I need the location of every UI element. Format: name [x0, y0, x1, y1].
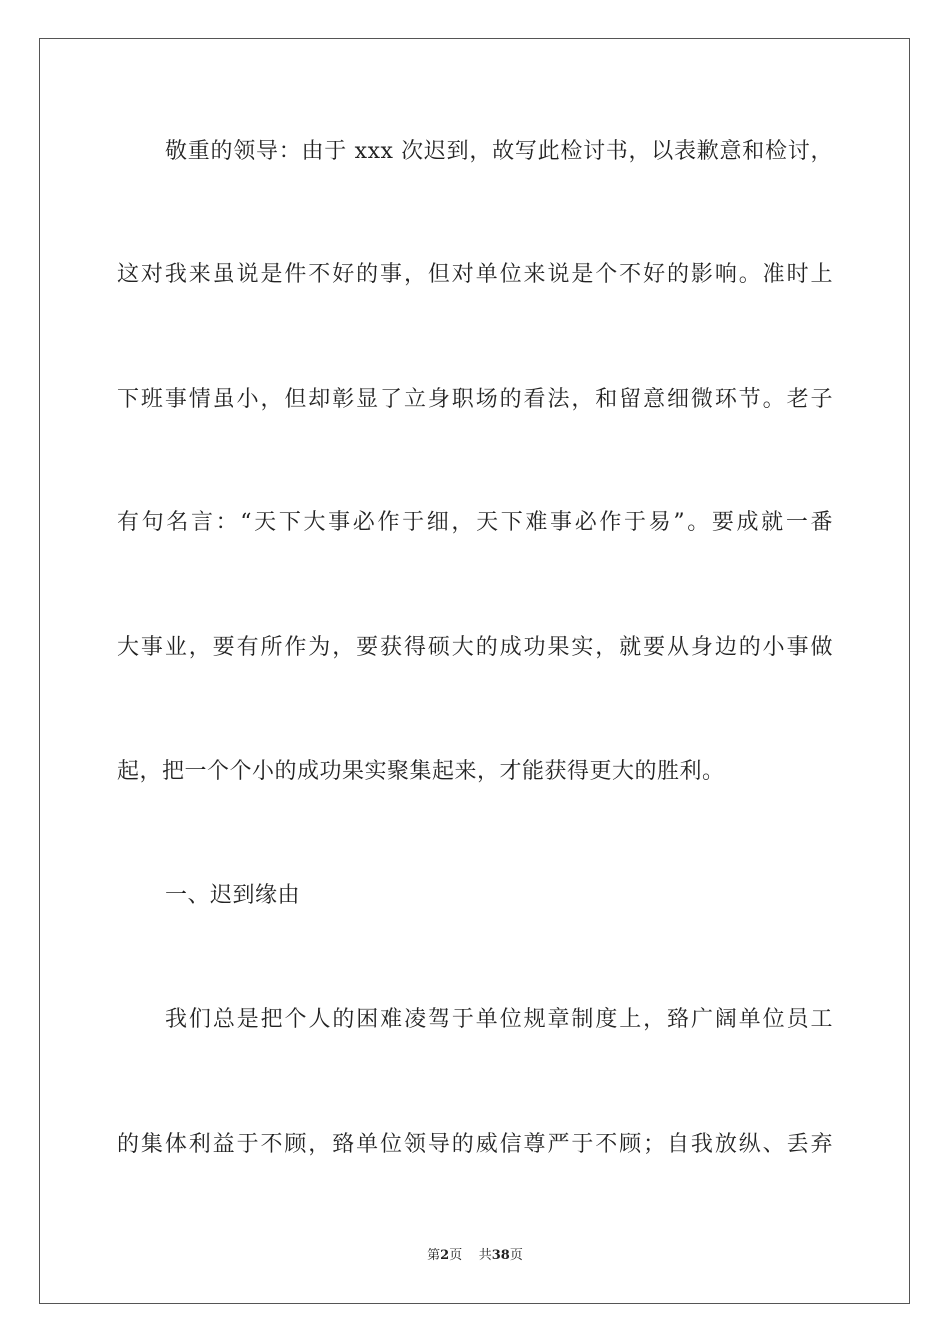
footer-page-number: 2 — [440, 1248, 450, 1263]
paragraph-line-5: 大事业，要有所作为，要获得硕大的成功果实，就要从身边的小事做 — [117, 635, 833, 660]
page-footer — [0, 1247, 950, 1265]
paragraph-line-4: 有句名言：“天下大事必作于细，天下难事必作于易”。要成就一番 — [117, 510, 833, 535]
section-heading: 一、迟到缘由 — [165, 883, 301, 908]
footer-page-suffix: 页 — [449, 1248, 463, 1263]
footer-page-prefix: 第 — [427, 1248, 441, 1263]
footer-total-suffix: 页 — [509, 1248, 523, 1263]
paragraph-line-1: 敬重的领导：由于 xxx 次迟到，故写此检讨书，以表歉意和检讨， — [165, 139, 833, 164]
paragraph-line-2: 这对我来虽说是件不好的事，但对单位来说是个不好的影响。准时上 — [117, 262, 833, 287]
paragraph-line-7: 我们总是把个人的困难凌驾于单位规章制度上，臵广阔单位员工 — [165, 1007, 833, 1032]
footer-total-pages: 38 — [491, 1248, 510, 1263]
paragraph-line-8: 的集体利益于不顾，臵单位领导的威信尊严于不顾；自我放纵、丢弃 — [117, 1132, 833, 1157]
paragraph-line-3: 下班事情虽小，但却彰显了立身职场的看法，和留意细微环节。老子 — [117, 387, 833, 412]
paragraph-line-6: 起，把一个个小的成功果实聚集起来，才能获得更大的胜利。 — [117, 759, 725, 784]
footer-total-prefix: 共 — [478, 1248, 492, 1263]
page-border — [39, 38, 910, 1304]
